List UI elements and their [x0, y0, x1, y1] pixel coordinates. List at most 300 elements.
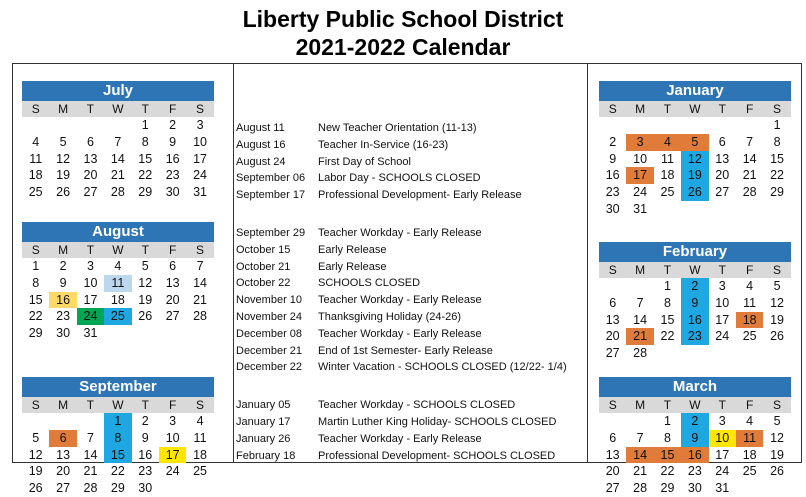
- week-row: [599, 480, 791, 497]
- weekday-label: F: [168, 243, 177, 257]
- event-row: [236, 259, 581, 276]
- highlighted-day-cell: 9: [681, 430, 708, 447]
- event-date: September 29: [236, 226, 306, 239]
- day-cell: 14: [83, 447, 98, 462]
- highlighted-day-cell: 3: [626, 134, 653, 151]
- event-description: First Day of School: [318, 155, 411, 168]
- day-cell: 15: [660, 312, 675, 327]
- weekday-label: T: [86, 243, 95, 257]
- day-cell: 30: [165, 185, 180, 200]
- event-row: [236, 309, 581, 326]
- highlighted-day-cell: 15: [654, 447, 681, 464]
- day-cell: 21: [193, 292, 207, 307]
- day-cell: 1: [664, 279, 671, 293]
- week-row: [22, 275, 214, 292]
- empty-cell: [626, 278, 653, 295]
- week-row: [599, 151, 791, 168]
- day-cell: 6: [609, 430, 617, 445]
- day-cell: 25: [193, 464, 207, 479]
- week-row: [599, 345, 791, 362]
- day-cell: 10: [83, 275, 98, 290]
- day-cell: 14: [633, 312, 648, 327]
- day-cell: 24: [165, 464, 180, 479]
- day-cell: 21: [742, 168, 757, 183]
- day-cell: 12: [138, 275, 153, 290]
- day-cell: 11: [743, 295, 757, 310]
- weekday-label: T: [718, 263, 726, 277]
- day-cell: 30: [138, 481, 153, 496]
- day-cell: 19: [770, 312, 784, 327]
- event-description: Martin Luther King Holiday- SCHOOLS CLOSED: [318, 415, 557, 428]
- event-date: August 11: [236, 122, 285, 134]
- day-cell: 1: [141, 118, 149, 132]
- highlighted-day-cell: 5: [681, 134, 708, 151]
- week-row: [599, 413, 791, 430]
- event-date: August 16: [236, 138, 286, 151]
- day-cell: 9: [59, 275, 67, 290]
- week-row: [599, 447, 791, 464]
- event-description: Early Release: [318, 243, 387, 256]
- weekday-label: T: [86, 398, 95, 412]
- day-cell: 2: [59, 259, 67, 273]
- day-cell: 13: [83, 151, 98, 166]
- event-description: Teacher In-Service (16-23): [318, 138, 449, 151]
- day-cell: 11: [29, 151, 43, 166]
- event-row: [236, 326, 581, 343]
- day-cell: 1: [664, 414, 671, 428]
- week-row: [599, 278, 791, 295]
- event-date: October 22: [236, 277, 291, 290]
- day-cell: 7: [114, 134, 122, 149]
- day-cell: 22: [28, 309, 43, 324]
- month-september: [22, 377, 214, 497]
- week-row: [22, 117, 214, 134]
- day-cell: 10: [633, 151, 648, 166]
- event-description: Teacher Workday - SCHOOLS CLOSED: [318, 399, 516, 412]
- event-date: October 15: [236, 243, 291, 256]
- empty-cell: [49, 413, 76, 430]
- highlighted-day-cell: 2: [681, 278, 708, 295]
- event-row: [236, 242, 581, 259]
- event-description: Teacher Workday - Early Release: [318, 294, 482, 307]
- weekday-label: W: [112, 102, 124, 116]
- event-date: December 22: [236, 361, 303, 374]
- day-cell: 29: [28, 326, 43, 341]
- day-cell: 23: [605, 185, 620, 200]
- day-cell: 9: [141, 430, 149, 445]
- highlighted-day-cell: 9: [681, 295, 708, 312]
- day-cell: 31: [83, 326, 98, 341]
- event-row: [236, 359, 581, 376]
- day-cell: 23: [56, 309, 71, 324]
- day-cell: 20: [605, 329, 620, 344]
- empty-cell: [22, 117, 49, 134]
- day-cell: 12: [56, 151, 71, 166]
- day-cell: 25: [742, 464, 757, 479]
- highlighted-day-cell: 21: [626, 328, 653, 345]
- weekday-label: T: [663, 398, 672, 412]
- weekday-label: M: [58, 398, 69, 412]
- day-cell: 14: [193, 275, 207, 290]
- day-cell: 17: [715, 447, 730, 462]
- empty-cell: [77, 117, 104, 134]
- month-header: January: [599, 81, 791, 101]
- weekday-row: [599, 262, 791, 278]
- week-row: [599, 312, 791, 329]
- month-header: August: [22, 222, 214, 242]
- weekday-label: F: [745, 102, 754, 116]
- event-row: [236, 154, 581, 171]
- day-cell: 31: [715, 481, 730, 496]
- week-row: [22, 184, 214, 201]
- day-cell: 20: [715, 168, 730, 183]
- week-row: [599, 463, 791, 480]
- day-cell: 26: [770, 464, 784, 479]
- weekday-label: S: [773, 263, 782, 277]
- day-cell: 20: [56, 464, 71, 479]
- event-description: Early Release: [318, 260, 387, 273]
- highlighted-day-cell: 25: [104, 308, 131, 325]
- weekday-label: S: [196, 243, 205, 257]
- day-cell: 17: [193, 151, 207, 166]
- event-date: January 17: [236, 415, 291, 428]
- weekday-label: T: [718, 398, 726, 412]
- event-date: December 21: [236, 344, 303, 357]
- weekday-label: T: [663, 102, 672, 116]
- weekday-label: W: [112, 243, 124, 257]
- weekday-label: S: [608, 398, 617, 412]
- day-cell: 20: [605, 464, 620, 479]
- month-header: July: [22, 81, 214, 101]
- day-cell: 5: [59, 134, 67, 149]
- day-cell: 18: [193, 447, 207, 462]
- week-row: [22, 292, 214, 309]
- day-cell: 28: [633, 481, 648, 496]
- day-cell: 4: [746, 279, 754, 293]
- empty-cell: [626, 413, 653, 430]
- event-date: January 05: [236, 399, 291, 412]
- empty-cell: [681, 117, 708, 134]
- week-row: [22, 325, 214, 342]
- day-cell: 7: [636, 430, 644, 445]
- event-description: Teacher Workday - Early Release: [318, 327, 482, 340]
- day-cell: 27: [83, 185, 98, 200]
- day-cell: 22: [660, 329, 675, 344]
- day-cell: 13: [605, 312, 620, 327]
- day-cell: 11: [660, 151, 674, 166]
- highlighted-day-cell: 16: [49, 292, 76, 309]
- day-cell: 17: [715, 312, 730, 327]
- empty-cell: [599, 413, 626, 430]
- day-cell: 13: [715, 151, 730, 166]
- day-cell: 18: [28, 168, 43, 183]
- weekday-label: F: [168, 398, 177, 412]
- day-cell: 8: [664, 430, 671, 445]
- day-cell: 28: [742, 185, 757, 200]
- day-cell: 2: [169, 118, 177, 132]
- day-cell: 19: [28, 464, 43, 479]
- weekday-label: T: [141, 243, 149, 257]
- weekday-label: M: [635, 398, 646, 412]
- day-cell: 16: [605, 168, 620, 183]
- day-cell: 3: [196, 118, 204, 132]
- event-row: [236, 292, 581, 309]
- day-cell: 17: [83, 292, 98, 307]
- weekday-row: [599, 101, 791, 117]
- day-cell: 15: [138, 151, 153, 166]
- week-row: [22, 308, 214, 325]
- month-header: March: [599, 377, 791, 397]
- week-row: [22, 134, 214, 151]
- day-cell: 28: [83, 481, 98, 496]
- day-cell: 9: [169, 134, 177, 149]
- day-cell: 24: [715, 329, 730, 344]
- weekday-label: W: [689, 102, 701, 116]
- day-cell: 5: [773, 279, 781, 293]
- highlighted-day-cell: 14: [626, 447, 653, 464]
- day-cell: 16: [138, 447, 153, 462]
- weekday-label: T: [141, 398, 149, 412]
- day-cell: 6: [609, 295, 617, 310]
- day-cell: 28: [633, 346, 648, 361]
- day-cell: 24: [715, 464, 730, 479]
- day-cell: 24: [193, 168, 207, 183]
- weekday-label: M: [635, 263, 646, 277]
- event-description: Labor Day - SCHOOLS CLOSED: [318, 172, 481, 185]
- day-cell: 7: [87, 430, 94, 445]
- highlighted-day-cell: 19: [681, 167, 708, 184]
- weekday-label: T: [141, 102, 149, 116]
- highlighted-day-cell: 16: [681, 312, 708, 329]
- weekday-label: S: [196, 398, 205, 412]
- day-cell: 13: [165, 275, 180, 290]
- day-cell: 6: [718, 134, 726, 149]
- week-row: [22, 413, 214, 430]
- empty-cell: [599, 117, 626, 134]
- day-cell: 26: [56, 185, 71, 200]
- day-cell: 13: [605, 447, 620, 462]
- day-cell: 29: [110, 481, 125, 496]
- day-cell: 21: [83, 464, 98, 479]
- week-row: [22, 167, 214, 184]
- day-cell: 21: [633, 464, 648, 479]
- week-row: [599, 295, 791, 312]
- day-cell: 5: [141, 259, 149, 273]
- events-list: [236, 120, 581, 464]
- event-description: New Teacher Orientation (11-13): [318, 122, 477, 134]
- week-row: [22, 480, 214, 497]
- day-cell: 7: [746, 134, 754, 149]
- weekday-row: [22, 242, 214, 258]
- day-cell: 23: [138, 464, 153, 479]
- day-cell: 28: [193, 309, 207, 324]
- day-cell: 21: [110, 168, 125, 183]
- event-description: Teacher Workday - Early Release: [318, 432, 482, 445]
- event-date: November 24: [236, 310, 303, 323]
- day-cell: 11: [193, 430, 207, 445]
- day-cell: 4: [32, 134, 40, 149]
- day-cell: 1: [32, 259, 40, 273]
- weekday-label: W: [689, 263, 701, 277]
- event-date: September 06: [236, 172, 306, 185]
- day-cell: 14: [110, 151, 125, 166]
- weekday-label: F: [168, 102, 177, 116]
- day-cell: 8: [773, 134, 781, 149]
- month-header: September: [22, 377, 214, 397]
- highlighted-day-cell: 4: [654, 134, 681, 151]
- day-cell: 2: [141, 414, 149, 428]
- weekday-label: T: [663, 263, 672, 277]
- day-cell: 1: [773, 118, 781, 132]
- day-cell: 18: [660, 168, 675, 183]
- event-row: [236, 225, 581, 242]
- day-cell: 30: [605, 201, 620, 216]
- event-description: Professional Development- Early Release: [318, 189, 522, 202]
- day-cell: 26: [770, 329, 784, 344]
- day-cell: 12: [770, 430, 784, 445]
- day-cell: 25: [742, 329, 757, 344]
- day-cell: 2: [609, 134, 617, 149]
- empty-cell: [49, 117, 76, 134]
- weekday-label: S: [608, 263, 617, 277]
- highlighted-day-cell: 18: [736, 312, 763, 329]
- month-july: [22, 81, 214, 201]
- weekday-label: S: [608, 102, 617, 116]
- day-cell: 4: [746, 414, 754, 428]
- day-cell: 8: [32, 275, 40, 290]
- day-cell: 15: [28, 292, 43, 307]
- event-row: [236, 397, 581, 414]
- day-cell: 26: [28, 481, 43, 496]
- day-cell: 20: [83, 168, 98, 183]
- event-row: [236, 275, 581, 292]
- day-cell: 9: [609, 151, 617, 166]
- day-cell: 4: [196, 414, 204, 428]
- day-cell: 18: [110, 292, 125, 307]
- week-row: [22, 447, 214, 464]
- weekday-label: S: [773, 102, 782, 116]
- weekday-label: W: [689, 398, 701, 412]
- week-row: [599, 167, 791, 184]
- week-row: [22, 430, 214, 447]
- weekday-label: S: [31, 102, 40, 116]
- event-row: [236, 448, 581, 465]
- highlighted-day-cell: 12: [681, 151, 708, 168]
- highlighted-day-cell: 24: [77, 308, 104, 325]
- week-row: [599, 134, 791, 151]
- day-cell: 19: [770, 447, 784, 462]
- empty-cell: [709, 117, 736, 134]
- day-cell: 6: [87, 134, 94, 149]
- day-cell: 29: [770, 185, 784, 200]
- week-row: [22, 258, 214, 275]
- day-cell: 6: [169, 259, 177, 273]
- day-cell: 23: [687, 464, 702, 479]
- day-cell: 3: [87, 259, 94, 273]
- day-cell: 31: [633, 201, 648, 216]
- day-cell: 25: [660, 185, 675, 200]
- day-cell: 27: [715, 185, 730, 200]
- day-cell: 28: [110, 185, 125, 200]
- day-cell: 10: [165, 430, 180, 445]
- highlighted-day-cell: 6: [49, 430, 76, 447]
- empty-cell: [22, 413, 49, 430]
- day-cell: 22: [138, 168, 153, 183]
- day-cell: 5: [773, 414, 781, 428]
- empty-cell: [626, 117, 653, 134]
- week-row: [599, 430, 791, 447]
- week-row: [599, 201, 791, 218]
- day-cell: 7: [196, 259, 204, 273]
- highlighted-day-cell: 11: [104, 275, 131, 292]
- day-cell: 7: [636, 295, 644, 310]
- day-cell: 4: [114, 259, 122, 273]
- day-cell: 22: [660, 464, 675, 479]
- highlighted-day-cell: 8: [104, 430, 131, 447]
- day-cell: 27: [165, 309, 180, 324]
- day-cell: 12: [770, 295, 784, 310]
- day-cell: 15: [770, 151, 784, 166]
- month-header: February: [599, 242, 791, 262]
- weekday-label: M: [58, 102, 69, 116]
- event-date: January 26: [236, 432, 291, 445]
- event-description: Professional Development- SCHOOLS CLOSED: [318, 449, 556, 462]
- empty-cell: [654, 117, 681, 134]
- day-cell: 30: [56, 326, 71, 341]
- weekday-label: M: [635, 102, 646, 116]
- highlighted-day-cell: 16: [681, 447, 708, 464]
- left-divider: [233, 63, 234, 463]
- week-row: [22, 151, 214, 168]
- day-cell: 3: [169, 414, 177, 428]
- day-cell: 29: [660, 481, 675, 496]
- day-cell: 3: [718, 279, 726, 293]
- weekday-label: S: [773, 398, 782, 412]
- day-cell: 27: [605, 346, 620, 361]
- weekday-row: [22, 397, 214, 413]
- weekday-label: T: [718, 102, 726, 116]
- weekday-label: M: [58, 243, 69, 257]
- day-cell: 10: [193, 134, 207, 149]
- calendar-year-title: 2021-2022 Calendar: [295, 34, 511, 60]
- highlighted-day-cell: 15: [104, 447, 131, 464]
- district-title: Liberty Public School District: [242, 6, 564, 32]
- event-date: November 10: [236, 294, 303, 307]
- day-cell: 8: [141, 134, 149, 149]
- day-cell: 13: [56, 447, 71, 462]
- event-date: September 17: [236, 189, 306, 202]
- day-cell: 27: [56, 481, 71, 496]
- day-cell: 24: [633, 185, 648, 200]
- day-cell: 29: [138, 185, 153, 200]
- week-row: [599, 184, 791, 201]
- month-march: [599, 377, 791, 497]
- day-cell: 30: [687, 481, 702, 496]
- day-cell: 14: [742, 151, 757, 166]
- day-cell: 18: [742, 447, 757, 462]
- event-row: [236, 414, 581, 431]
- day-cell: 10: [715, 295, 730, 310]
- weekday-label: W: [112, 398, 124, 412]
- day-cell: 26: [138, 309, 153, 324]
- event-date: February 18: [236, 449, 296, 462]
- highlighted-day-cell: 11: [736, 430, 763, 447]
- day-cell: 19: [56, 168, 71, 183]
- highlighted-day-cell: 1: [104, 413, 131, 430]
- event-date: August 24: [236, 155, 286, 168]
- highlighted-day-cell: 2: [681, 413, 708, 430]
- highlighted-day-cell: 10: [709, 430, 736, 447]
